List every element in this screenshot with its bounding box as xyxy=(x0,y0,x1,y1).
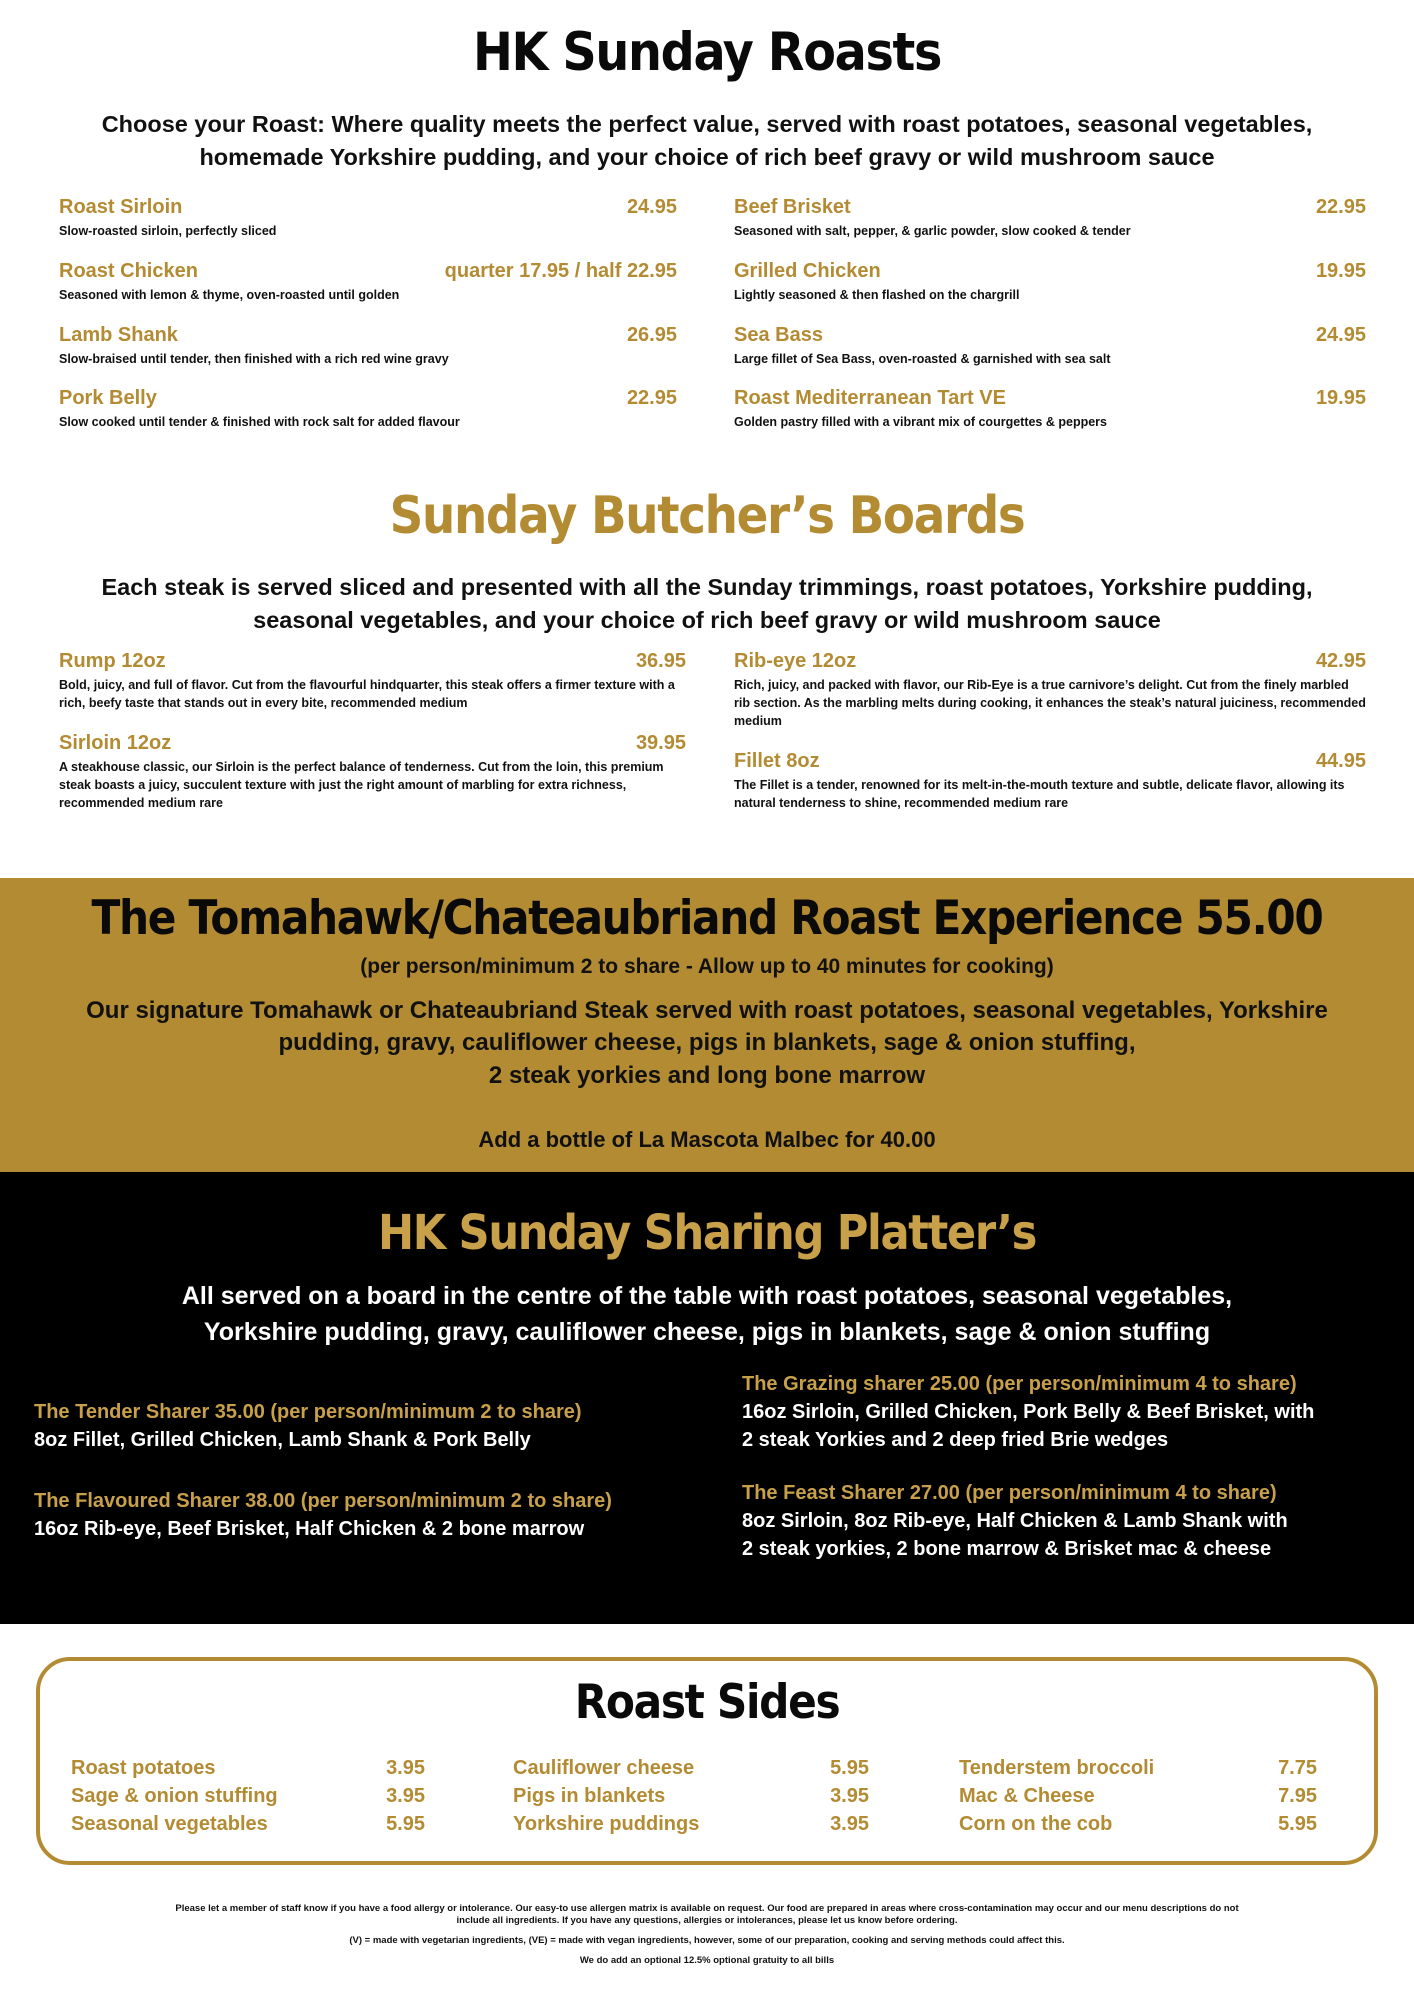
item-price: 26.95 xyxy=(626,324,677,346)
item-desc: Lightly seasoned & then flashed on the chargrill xyxy=(734,288,1020,302)
sharer-desc: 8oz Fillet, Grilled Chicken, Lamb Shank & Pork Belly xyxy=(34,1429,531,1451)
sharer-title: The Flavoured Sharer 38.00 (per person/minimum 2 to share) xyxy=(34,1490,612,1512)
tomahawk-wine: Add a bottle of La Mascota Malbec for 40.00 xyxy=(478,1127,936,1152)
side-item xyxy=(959,1782,1317,1810)
item-price: 44.95 xyxy=(1315,750,1366,772)
item-desc: Golden pastry filled with a vibrant mix of courgettes & peppers xyxy=(734,415,1107,429)
sharer-desc: 16oz Rib-eye, Beef Brisket, Half Chicken & 2 bone marrow xyxy=(34,1518,585,1540)
side-name: Cauliflower cheese xyxy=(513,1757,695,1779)
item-name: Lamb Shank xyxy=(59,324,178,346)
item-name: Fillet 8oz xyxy=(734,750,820,772)
menu-item xyxy=(734,650,1366,737)
allergy-notice-line-1: Please let a member of staff know if you have a food allergy or intolerance. Our easy-to use allergen matrix is available on request. Our food are prepared in areas where cross-contamination may occur and our menu descriptions do not xyxy=(175,1903,1239,1914)
roasts-left-column xyxy=(59,196,677,444)
sharer-desc: 2 steak yorkies, 2 bone marrow & Brisket mac & cheese xyxy=(742,1538,1272,1560)
side-name: Sage & onion stuffing xyxy=(71,1785,278,1807)
side-name: Pigs in blankets xyxy=(513,1785,666,1807)
side-price: 3.95 xyxy=(830,1813,869,1835)
tomahawk-line-3: 2 steak yorkies and long bone marrow xyxy=(488,1062,926,1089)
side-price: 5.95 xyxy=(1278,1813,1317,1835)
gratuity-notice: We do add an optional 12.5% optional gratuity to all bills xyxy=(579,1955,835,1966)
menu-item xyxy=(59,650,686,719)
boards-title: Sunday Butcher’s Boards xyxy=(389,486,1025,546)
side-price: 7.75 xyxy=(1278,1757,1317,1779)
side-name: Mac & Cheese xyxy=(959,1785,1095,1807)
item-price: 22.95 xyxy=(626,387,677,409)
side-name: Seasonal vegetables xyxy=(71,1813,268,1835)
item-price: 39.95 xyxy=(635,732,686,754)
menu-item xyxy=(59,260,677,311)
item-name: Rib-eye 12oz xyxy=(734,650,857,672)
tomahawk-line-1: Our signature Tomahawk or Chateaubriand Steak served with roast potatoes, seasonal vegetables, Yorkshire xyxy=(86,997,1328,1024)
boards-left-column xyxy=(59,650,686,825)
side-price: 5.95 xyxy=(386,1813,425,1835)
side-item xyxy=(513,1754,869,1782)
side-item xyxy=(71,1754,425,1782)
item-name: Sirloin 12oz xyxy=(59,732,172,754)
sharer-desc: 16oz Sirloin, Grilled Chicken, Pork Belly & Beef Brisket, with xyxy=(742,1401,1315,1423)
vegetarian-key: (V) = made with vegetarian ingredients, (VE) = made with vegan ingredients, however, some of our preparation, cooking and serving methods could affect this. xyxy=(349,1935,1065,1946)
item-desc: Seasoned with salt, pepper, & garlic powder, slow cooked & tender xyxy=(734,224,1131,238)
item-desc: Large fillet of Sea Bass, oven-roasted & garnished with sea salt xyxy=(734,352,1111,366)
sharer-title: The Grazing sharer 25.00 (per person/minimum 4 to share) xyxy=(742,1373,1297,1395)
tomahawk-line-2: pudding, gravy, cauliflower cheese, pigs in blankets, sage & onion stuffing, xyxy=(278,1029,1136,1056)
side-name: Corn on the cob xyxy=(959,1813,1113,1835)
menu-item xyxy=(734,750,1366,812)
flavoured-sharer xyxy=(34,1487,612,1543)
menu-item xyxy=(59,732,686,812)
boards-right-column xyxy=(734,650,1366,825)
item-name: Grilled Chicken xyxy=(734,260,881,282)
item-price: 22.95 xyxy=(1315,196,1366,218)
side-item xyxy=(71,1810,425,1838)
item-price: 19.95 xyxy=(1315,387,1366,409)
item-desc: Seasoned with lemon & thyme, oven-roasted until golden xyxy=(59,288,400,302)
item-desc: Slow-braised until tender, then finished with a rich red wine gravy xyxy=(59,352,449,366)
roasts-intro: Choose your Roast: Where quality meets the perfect value, served with roast potatoes, seasonal vegetables, homemade Yorkshire pudding, and your choice of rich beef gravy or wild mushroom sauce xyxy=(101,111,1313,170)
side-price: 3.95 xyxy=(830,1785,869,1807)
tender-sharer xyxy=(34,1398,582,1454)
item-name: Roast Mediterranean Tart VE xyxy=(734,387,1006,409)
side-price: 5.95 xyxy=(830,1757,869,1779)
item-price: quarter 17.95 / half 22.95 xyxy=(444,260,677,282)
item-name: Pork Belly xyxy=(59,387,157,409)
sharer-desc: 8oz Sirloin, 8oz Rib-eye, Half Chicken & Lamb Shank with xyxy=(742,1510,1288,1532)
side-name: Yorkshire puddings xyxy=(513,1813,700,1835)
tomahawk-subtitle: (per person/minimum 2 to share - Allow up to 40 minutes for cooking) xyxy=(360,955,1054,978)
item-desc: Slow-roasted sirloin, perfectly sliced xyxy=(59,224,277,238)
menu-item xyxy=(734,324,1366,374)
item-desc: The Fillet is a tender, renowned for its melt-in-the-mouth texture and subtle, delicate flavor, allowing its natural tenderness to shine, recommended medium rare xyxy=(734,778,1345,810)
item-name: Roast Sirloin xyxy=(59,196,183,218)
menu-item xyxy=(734,260,1366,311)
item-price: 42.95 xyxy=(1315,650,1366,672)
boards-intro: Each steak is served sliced and presented with all the Sunday trimmings, roast potatoes, Yorkshire pudding, seasonal vegetables, and your choice of rich beef gravy or wild mushroom sauce xyxy=(101,574,1313,633)
item-price: 36.95 xyxy=(635,650,686,672)
side-name: Roast potatoes xyxy=(71,1757,216,1779)
menu-item xyxy=(59,387,677,431)
side-name: Tenderstem broccoli xyxy=(959,1757,1155,1779)
sharer-desc: 2 steak Yorkies and 2 deep fried Brie wedges xyxy=(742,1429,1169,1451)
sides-title: Roast Sides xyxy=(574,1675,840,1730)
sides-column-1 xyxy=(71,1754,425,1838)
item-desc: Slow cooked until tender & finished with rock salt for added flavour xyxy=(59,415,460,429)
side-price: 3.95 xyxy=(386,1757,425,1779)
page-title: HK Sunday Roasts xyxy=(472,22,941,83)
item-name: Rump 12oz xyxy=(59,650,166,672)
item-price: 24.95 xyxy=(626,196,677,218)
feast-sharer xyxy=(742,1479,1288,1563)
item-price: 24.95 xyxy=(1315,324,1366,346)
sides-column-2 xyxy=(513,1754,869,1838)
item-desc: Rich, juicy, and packed with flavor, our Rib-Eye is a true carnivore’s delight. Cut from the finely marbled rib section. As the marbling melts during cooking, it enhances the steak’s natural juiciness, recommended medium xyxy=(734,678,1366,728)
side-item xyxy=(513,1810,869,1838)
grazing-sharer xyxy=(742,1370,1314,1454)
side-price: 7.95 xyxy=(1278,1785,1317,1807)
menu-item xyxy=(734,387,1366,431)
tomahawk-title: The Tomahawk/Chateaubriand Roast Experience 55.00 xyxy=(91,891,1323,946)
side-item xyxy=(959,1810,1317,1838)
menu-item xyxy=(734,196,1366,247)
sharer-title: The Tender Sharer 35.00 (per person/minimum 2 to share) xyxy=(34,1401,582,1423)
menu-item xyxy=(59,196,677,247)
side-item xyxy=(513,1782,869,1810)
allergy-notice-line-2: include all ingredients. If you have any questions, allergies or intolerances, please let us know before ordering. xyxy=(456,1915,958,1926)
sharer-title: The Feast Sharer 27.00 (per person/minimum 4 to share) xyxy=(742,1482,1277,1504)
platters-line-2: Yorkshire pudding, gravy, cauliflower cheese, pigs in blankets, sage & onion stuffing xyxy=(203,1318,1211,1346)
item-name: Beef Brisket xyxy=(734,196,851,218)
roasts-right-column xyxy=(734,196,1366,444)
side-item xyxy=(71,1782,425,1810)
side-price: 3.95 xyxy=(386,1785,425,1807)
item-price: 19.95 xyxy=(1315,260,1366,282)
item-desc: A steakhouse classic, our Sirloin is the perfect balance of tenderness. Cut from the loin, this premium steak boasts a juicy, succulent texture with just the right amount of marbling for extra richness, recommended medium rare xyxy=(59,760,664,810)
item-desc: Bold, juicy, and full of flavor. Cut from the flavourful hindquarter, this steak offers a firmer texture with a rich, beefy taste that stands out in every bite, recommended medium xyxy=(59,678,675,710)
platters-line-1: All served on a board in the centre of the table with roast potatoes, seasonal vegetables, xyxy=(181,1282,1233,1310)
side-item xyxy=(959,1754,1317,1782)
menu-item xyxy=(59,324,677,374)
item-name: Roast Chicken xyxy=(59,260,198,282)
sides-column-3 xyxy=(959,1754,1317,1838)
item-name: Sea Bass xyxy=(734,324,823,346)
platters-title: HK Sunday Sharing Platter’s xyxy=(377,1205,1037,1261)
